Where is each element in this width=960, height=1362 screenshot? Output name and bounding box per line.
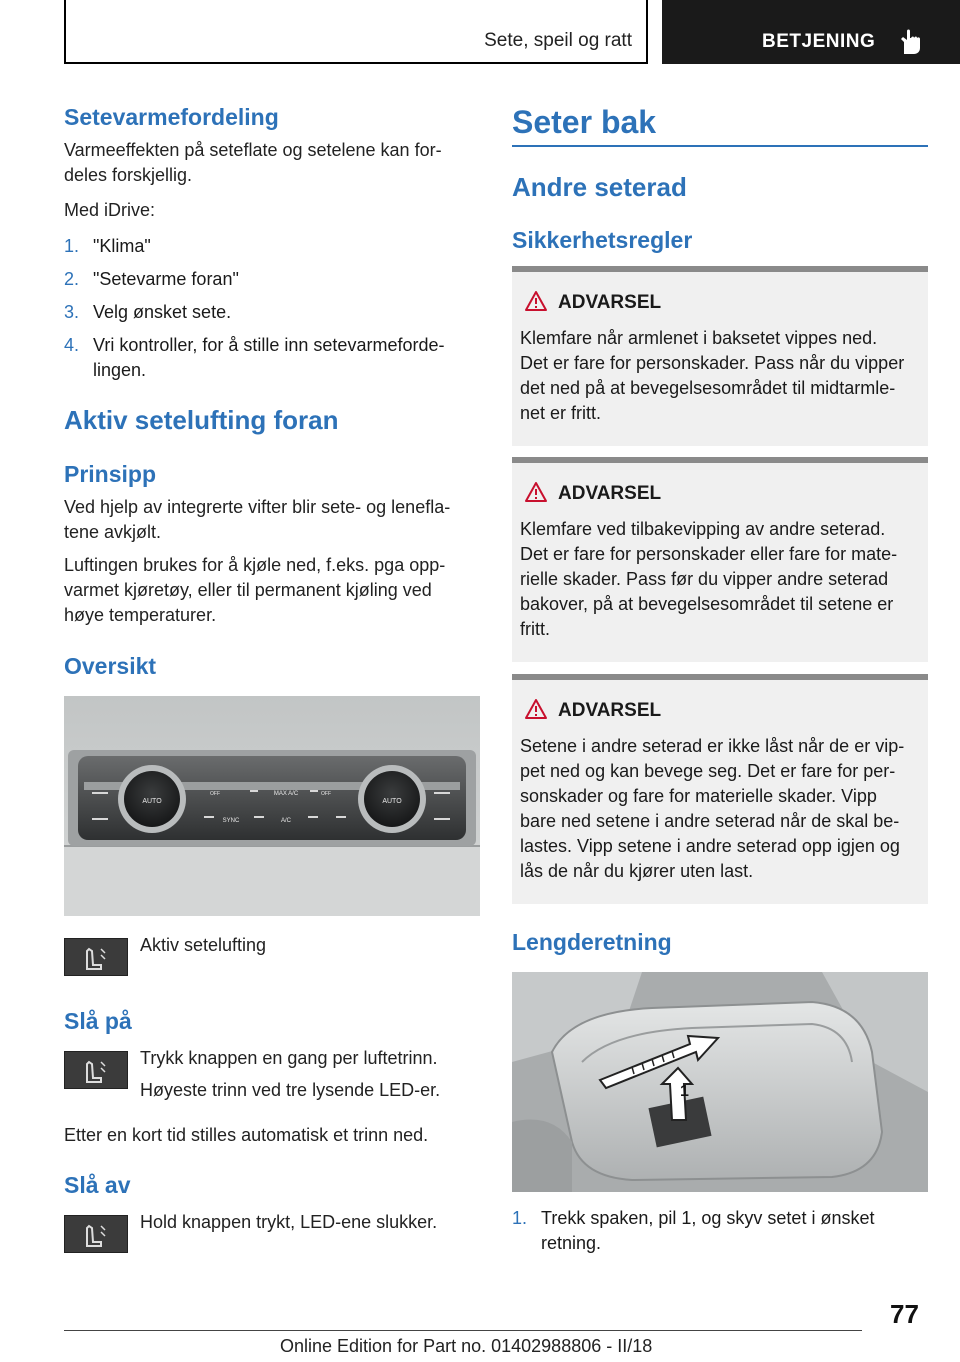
warning-text-line: bare ned setene i andre seterad når de skal be- <box>520 811 900 831</box>
list-item <box>512 1206 928 1256</box>
warning-box <box>512 266 928 446</box>
heading-lengderetning: Lengderetning <box>512 929 672 955</box>
panel-label-ac: A/C <box>280 818 292 824</box>
list-number: 4. <box>64 335 80 355</box>
panel-label-auto-right: AUTO <box>382 798 402 805</box>
heading-oversikt: Oversikt <box>64 653 157 679</box>
heading-prinsipp: Prinsipp <box>64 461 157 487</box>
list-text: "Klima" <box>93 236 151 256</box>
warning-text-line: sonskader og fare for materielle skader. Vipp <box>520 786 877 806</box>
panel-label-auto-left: AUTO <box>142 798 162 805</box>
list-item <box>64 333 484 383</box>
warning-bar <box>512 674 928 680</box>
paragraph-line: høye temperaturer. <box>64 605 217 625</box>
warning-box <box>512 457 928 662</box>
paragraph-line: Trykk knappen en gang per luftetrinn. <box>140 1048 438 1068</box>
warning-text-line: pet ned og kan bevege seg. Det er fare for per- <box>520 761 896 781</box>
warning-title: ADVARSEL <box>558 292 662 313</box>
warning-text-line: det ned på at bevegelsesområdet til midtarmle- <box>520 378 896 398</box>
seat-ventilation-button-icon <box>64 1051 128 1089</box>
paragraph-line: Høyeste trinn ved tre lysende LED-er. <box>140 1080 441 1100</box>
header-chapter-tab <box>662 0 960 64</box>
paragraph-line: tene avkjølt. <box>64 522 162 542</box>
rear-seat-photo <box>512 972 928 1192</box>
warning-title: ADVARSEL <box>558 700 662 721</box>
header-chapter-title: BETJENING <box>762 31 876 52</box>
panel-label-sync: SYNC <box>222 818 240 824</box>
heading-seter-bak: Seter bak <box>512 104 657 140</box>
paragraph-line: Luftingen brukes for å kjøle ned, f.eks. pga opp- <box>64 555 446 575</box>
icon-caption: Aktiv setelufting <box>140 935 267 955</box>
paragraph-line: varmet kjøretøy, eller til permanent kjøling ved <box>64 580 432 600</box>
list-text: lingen. <box>93 360 147 380</box>
warning-text-line: fritt. <box>520 619 550 639</box>
list-number: 1. <box>64 236 80 256</box>
heading-sikkerhetsregler: Sikkerhetsregler <box>512 227 693 253</box>
arrow-label-1: 1 <box>680 1083 689 1100</box>
page-number: 77 <box>890 1299 919 1329</box>
heading-setevarmefordeling: Setevarmefordeling <box>64 104 279 130</box>
list-text: Trekk spaken, pil 1, og skyv setet i ønsket <box>541 1208 875 1228</box>
footer-edition: Online Edition for Part no. 01402988806 - II/18 <box>280 1336 653 1356</box>
warning-text-line: Setene i andre seterad er ikke låst når de er vip- <box>520 736 905 756</box>
footer-rule <box>64 1330 862 1331</box>
panel-label-off-left: OFF <box>210 791 220 797</box>
header-section-title: Sete, speil og ratt <box>484 30 632 51</box>
warning-bar <box>512 266 928 272</box>
list-number: 1. <box>512 1208 528 1228</box>
heading-sla-pa: Slå på <box>64 1008 132 1034</box>
paragraph-line: Ved hjelp av integrerte vifter blir sete- og lenefla- <box>64 497 451 517</box>
seat-ventilation-button-icon <box>64 1215 128 1253</box>
rear-seat-illustration <box>512 972 928 1192</box>
climate-panel-photo <box>64 696 480 916</box>
list-text: "Setevarme foran" <box>93 269 239 289</box>
list-number: 3. <box>64 302 80 322</box>
paragraph-line: Varmeeffekten på seteflate og setelene kan for- <box>64 140 442 160</box>
warning-text-line: Det er fare for personskader. Pass når du vipper <box>520 353 905 373</box>
warning-triangle-icon <box>524 481 548 503</box>
warning-text-line: bakover, på at bevegelsesområdet til setene er <box>520 594 894 614</box>
warning-bar <box>512 457 928 463</box>
header-section-tab <box>64 0 648 64</box>
warning-text-line: Klemfare når armlenet i baksetet vippes ned. <box>520 328 878 348</box>
list-text: Vri kontroller, for å stille inn setevarmeforde- <box>93 335 445 355</box>
warning-triangle-icon <box>524 290 548 312</box>
warning-title: ADVARSEL <box>558 483 662 504</box>
seat-ventilation-button-icon <box>64 938 128 976</box>
panel-label-maxac: MAX A/C <box>273 791 299 797</box>
hand-pointer-icon <box>898 28 924 56</box>
list-text: Velg ønsket sete. <box>93 302 232 322</box>
warning-text-line: lastes. Vipp setene i andre seterad opp igjen og <box>520 836 900 856</box>
warning-text-line: Klemfare ved tilbakevipping av andre seterad. <box>520 519 886 539</box>
heading-rule <box>512 145 928 147</box>
heading-sla-av: Slå av <box>64 1172 131 1198</box>
paragraph-line: Hold knappen trykt, LED-ene slukker. <box>140 1212 438 1232</box>
warning-box <box>512 674 928 904</box>
list-text: retning. <box>541 1233 602 1253</box>
paragraph-line: deles forskjellig. <box>64 165 193 185</box>
heading-aktiv-setelufting: Aktiv setelufting foran <box>64 405 339 435</box>
warning-text-line: lås de når du kjører uten last. <box>520 861 754 881</box>
warning-text-line: Det er fare for personskader eller fare for mate- <box>520 544 898 564</box>
warning-text-line: net er fritt. <box>520 403 602 423</box>
list-number: 2. <box>64 269 80 289</box>
panel-label-off-right: OFF <box>321 791 331 797</box>
warning-text-line: rielle skader. Pass før du vipper andre seterad <box>520 569 889 589</box>
climate-panel-illustration <box>64 696 480 916</box>
paragraph-idrive: Med iDrive: <box>64 200 156 220</box>
heading-andre-seterad: Andre seterad <box>512 172 687 202</box>
paragraph-line: Etter en kort tid stilles automatisk et trinn ned. <box>64 1125 429 1145</box>
warning-triangle-icon <box>524 698 548 720</box>
